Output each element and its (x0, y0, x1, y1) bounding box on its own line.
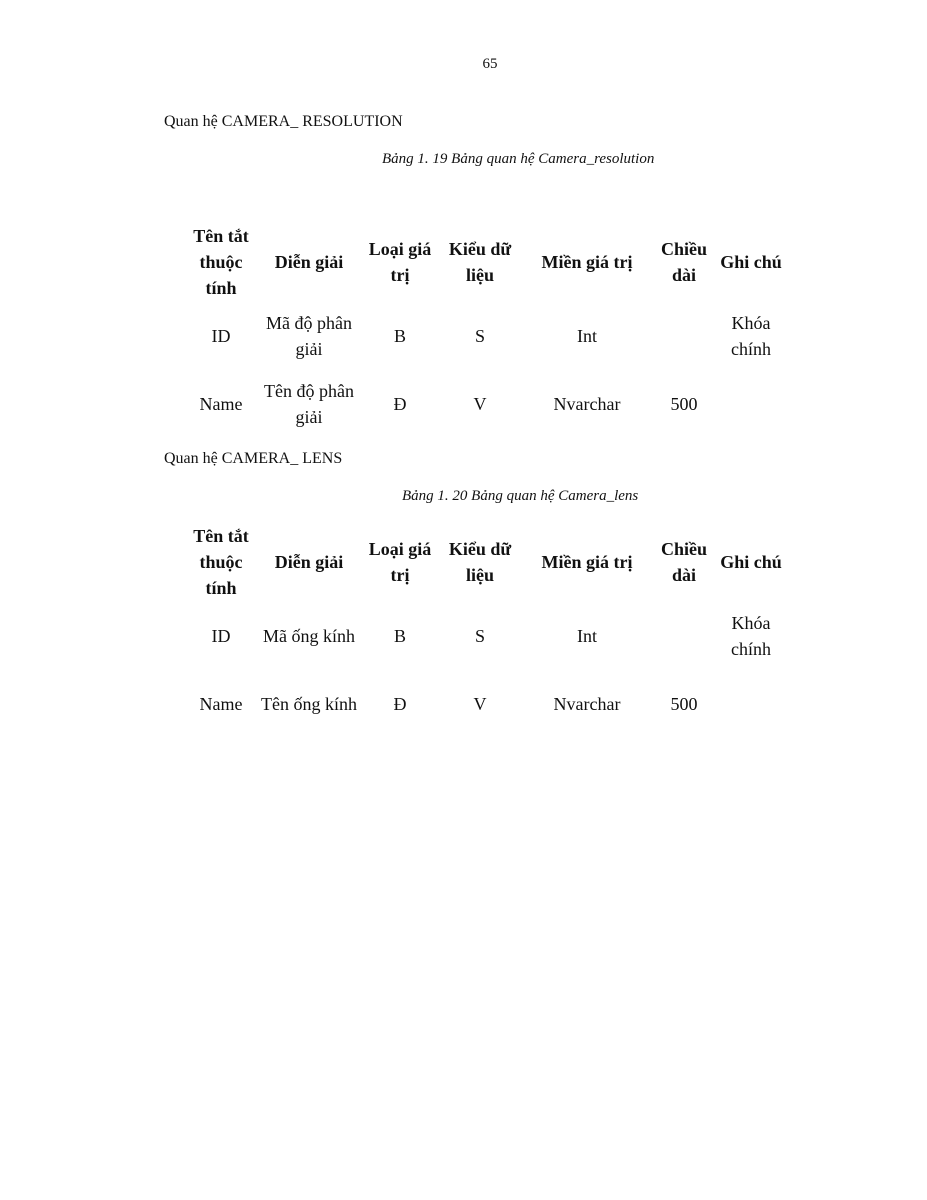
table-row (185, 302, 787, 370)
column-header: Diễn giải (274, 552, 344, 572)
column-header: Loại giá trị (368, 239, 432, 285)
table-cell: B (393, 326, 406, 346)
table-cell (715, 370, 787, 438)
table-row (185, 370, 787, 438)
table-cell: Name (199, 694, 243, 714)
table-header-row (185, 222, 787, 302)
column-header: Chiều dài (660, 539, 707, 585)
table-cell: Int (577, 626, 597, 646)
table-cell: Mã độ phân giải (266, 313, 352, 359)
column-header: Kiểu dữ liệu (448, 239, 512, 285)
table-cell: ID (211, 326, 231, 346)
table-caption-camera-lens: Bảng 1. 20 Bảng quan hệ Camera_lens (402, 488, 639, 504)
table-row (185, 670, 787, 738)
table-cell: Tên ống kính (261, 694, 357, 714)
table-cell: Khóa chính (731, 313, 771, 359)
column-header: Loại giá trị (368, 539, 432, 585)
table-cell (715, 670, 787, 738)
table-cell: S (474, 326, 485, 346)
column-header: Diễn giải (274, 252, 344, 272)
table-cell: Int (577, 326, 597, 346)
column-header: Ghi chú (720, 252, 782, 272)
table-cell: 500 (670, 394, 698, 414)
table-cell (653, 302, 715, 370)
table-cell: Nvarchar (553, 694, 621, 714)
table-cell: Nvarchar (553, 394, 621, 414)
column-header: Chiều dài (660, 239, 707, 285)
table-cell: Đ (393, 694, 407, 714)
table-row (185, 602, 787, 670)
table-header-row (185, 522, 787, 602)
table-camera-lens (185, 522, 787, 738)
section-heading-camera-resolution: Quan hệ CAMERA_ RESOLUTION (164, 113, 403, 130)
table-cell: Tên độ phân giải (264, 381, 354, 427)
table-cell: V (473, 394, 487, 414)
table-cell: S (474, 626, 485, 646)
table-cell (653, 602, 715, 670)
section-heading-camera-lens: Quan hệ CAMERA_ LENS (164, 450, 343, 467)
column-header: Ghi chú (720, 552, 782, 572)
column-header: Tên tắt thuộc tính (193, 226, 249, 298)
column-header: Miền giá trị (541, 552, 633, 572)
table-cell: Name (199, 394, 243, 414)
table-cell: ID (211, 626, 231, 646)
table-cell: Khóa chính (731, 613, 771, 659)
table-camera-resolution (185, 222, 787, 438)
table-cell: B (393, 626, 406, 646)
column-header: Tên tắt thuộc tính (193, 526, 249, 598)
column-header: Kiểu dữ liệu (448, 539, 512, 585)
table-cell: V (473, 694, 487, 714)
page-number: 65 (482, 56, 498, 72)
table-caption-camera-resolution: Bảng 1. 19 Bảng quan hệ Camera_resolution (382, 151, 655, 167)
table-cell: Mã ống kính (263, 626, 355, 646)
table-cell: Đ (393, 394, 407, 414)
table-cell: 500 (670, 694, 698, 714)
column-header: Miền giá trị (541, 252, 633, 272)
